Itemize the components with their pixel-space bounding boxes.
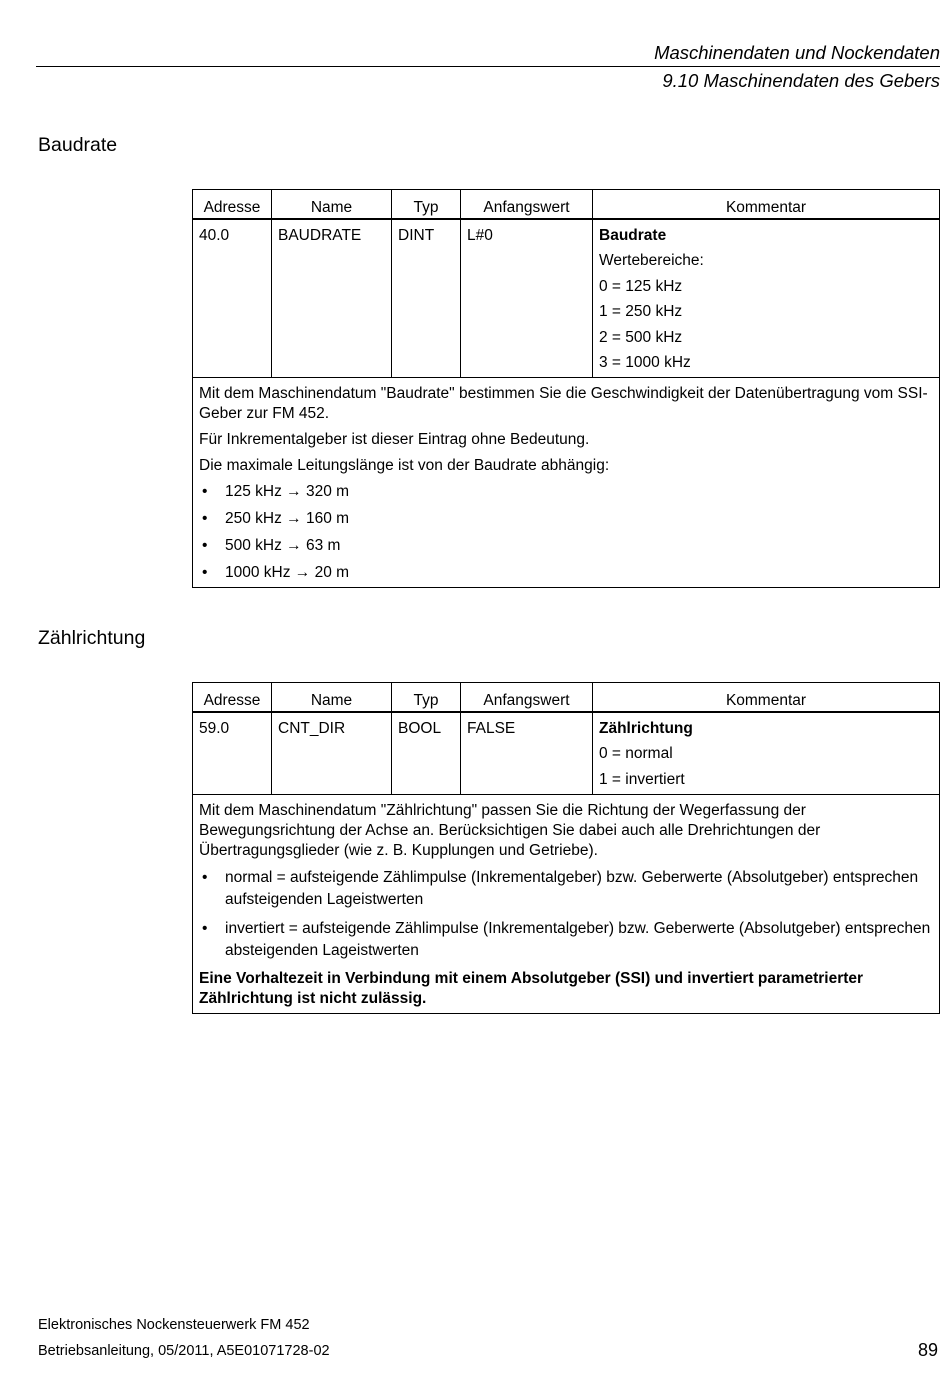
description-row <box>193 795 940 1014</box>
bullet-icon: • <box>202 920 208 938</box>
bullet-list <box>199 482 933 583</box>
col-header-anfangswert: Anfangswert <box>461 683 593 713</box>
list-item-text: invertiert = aufsteigende Zählimpulse (Inkrementalgeber) bzw. Geberwerte (Absolutgeber) entsprechen absteigenden Lageistwerten <box>225 920 931 960</box>
bullet-icon: • <box>202 537 208 555</box>
description-row <box>193 378 940 588</box>
list-item <box>199 536 933 556</box>
list-item-text: 500 kHz → 63 m <box>225 537 341 555</box>
col-header-kommentar: Kommentar <box>593 683 940 713</box>
list-item <box>199 867 933 911</box>
bullet-icon: • <box>202 510 208 528</box>
bullet-icon: • <box>202 564 208 582</box>
description-paragraph: Für Inkrementalgeber ist dieser Eintrag ohne Bedeutung. <box>199 431 590 449</box>
warning-text: Eine Vorhaltezeit in Verbindung mit einem Absolutgeber (SSI) und invertiert parametrierter Zählrichtung ist nicht zulässig. <box>199 970 864 1008</box>
comment-title: Baudrate <box>599 227 667 244</box>
baudrate-table <box>192 189 940 588</box>
comment-line: 1 = 250 kHz <box>599 303 683 321</box>
zaehlrichtung-table <box>192 682 940 1014</box>
col-header-kommentar: Kommentar <box>593 190 940 220</box>
cell-name: CNT_DIR <box>272 712 392 795</box>
col-header-adresse: Adresse <box>193 190 272 220</box>
list-item-text: 1000 kHz → 20 m <box>225 564 350 582</box>
cell-adresse: 59.0 <box>193 712 272 795</box>
table-header-row <box>193 683 940 713</box>
footer-product: Elektronisches Nockensteuerwerk FM 452 <box>38 1317 310 1333</box>
cell-typ: DINT <box>392 219 461 378</box>
description-cell <box>193 795 940 1014</box>
col-header-name: Name <box>272 683 392 713</box>
description-cell <box>193 378 940 588</box>
col-header-typ: Typ <box>392 190 461 220</box>
header-rule <box>36 66 940 67</box>
col-header-typ: Typ <box>392 683 461 713</box>
table-row <box>193 712 940 795</box>
col-header-anfangswert: Anfangswert <box>461 190 593 220</box>
cell-kommentar <box>593 712 940 795</box>
list-item-text: 125 kHz → 320 m <box>225 483 350 501</box>
table-header-row <box>193 190 940 220</box>
list-item-text: 250 kHz → 160 m <box>225 510 350 528</box>
footer-manual: Betriebsanleitung, 05/2011, A5E01071728-02 <box>38 1343 330 1359</box>
list-item <box>199 509 933 529</box>
section-heading-zaehlrichtung: Zählrichtung <box>38 627 146 649</box>
comment-line: 3 = 1000 kHz <box>599 354 691 372</box>
cell-name: BAUDRATE <box>272 219 392 378</box>
header-section: 9.10 Maschinendaten des Gebers <box>662 70 940 91</box>
list-item <box>199 918 933 962</box>
description-paragraph: Die maximale Leitungslänge ist von der Baudrate abhängig: <box>199 457 610 475</box>
header-title: Maschinendaten und Nockendaten <box>654 42 940 63</box>
list-item-text: normal = aufsteigende Zählimpulse (Inkrementalgeber) bzw. Geberwerte (Absolutgeber) entsprechen aufsteigenden Lageistwerten <box>225 869 919 909</box>
cell-kommentar <box>593 219 940 378</box>
comment-line: Wertebereiche: <box>599 252 704 270</box>
bullet-list <box>199 867 933 962</box>
comment-line: 1 = invertiert <box>599 770 685 788</box>
cell-adresse: 40.0 <box>193 219 272 378</box>
comment-title: Zählrichtung <box>599 720 693 737</box>
col-header-adresse: Adresse <box>193 683 272 713</box>
comment-line: 0 = normal <box>599 745 673 763</box>
table-row <box>193 219 940 378</box>
page-number: 89 <box>917 1340 938 1360</box>
bullet-icon: • <box>202 869 208 887</box>
cell-anfangswert: FALSE <box>461 712 593 795</box>
cell-anfangswert: L#0 <box>461 219 593 378</box>
cell-typ: BOOL <box>392 712 461 795</box>
comment-line: 0 = 125 kHz <box>599 277 683 295</box>
col-header-name: Name <box>272 190 392 220</box>
description-paragraph: Mit dem Maschinendatum "Baudrate" bestimmen Sie die Geschwindigkeit der Datenübertragung vom SSI-Geber zur FM 452. <box>199 385 928 423</box>
list-item <box>199 482 933 502</box>
description-paragraph: Mit dem Maschinendatum "Zählrichtung" passen Sie die Richtung der Wegerfassung der Bewegungsrichtung der Achse an. Berücksichtigen Sie dabei auch alle Drehrichtungen der Übertragungsglieder (wie z. B. Kupplungen und Getriebe). <box>199 802 821 860</box>
bullet-icon: • <box>202 483 208 501</box>
section-heading-baudrate: Baudrate <box>38 134 118 156</box>
comment-line: 2 = 500 kHz <box>599 328 683 346</box>
list-item <box>199 563 933 583</box>
